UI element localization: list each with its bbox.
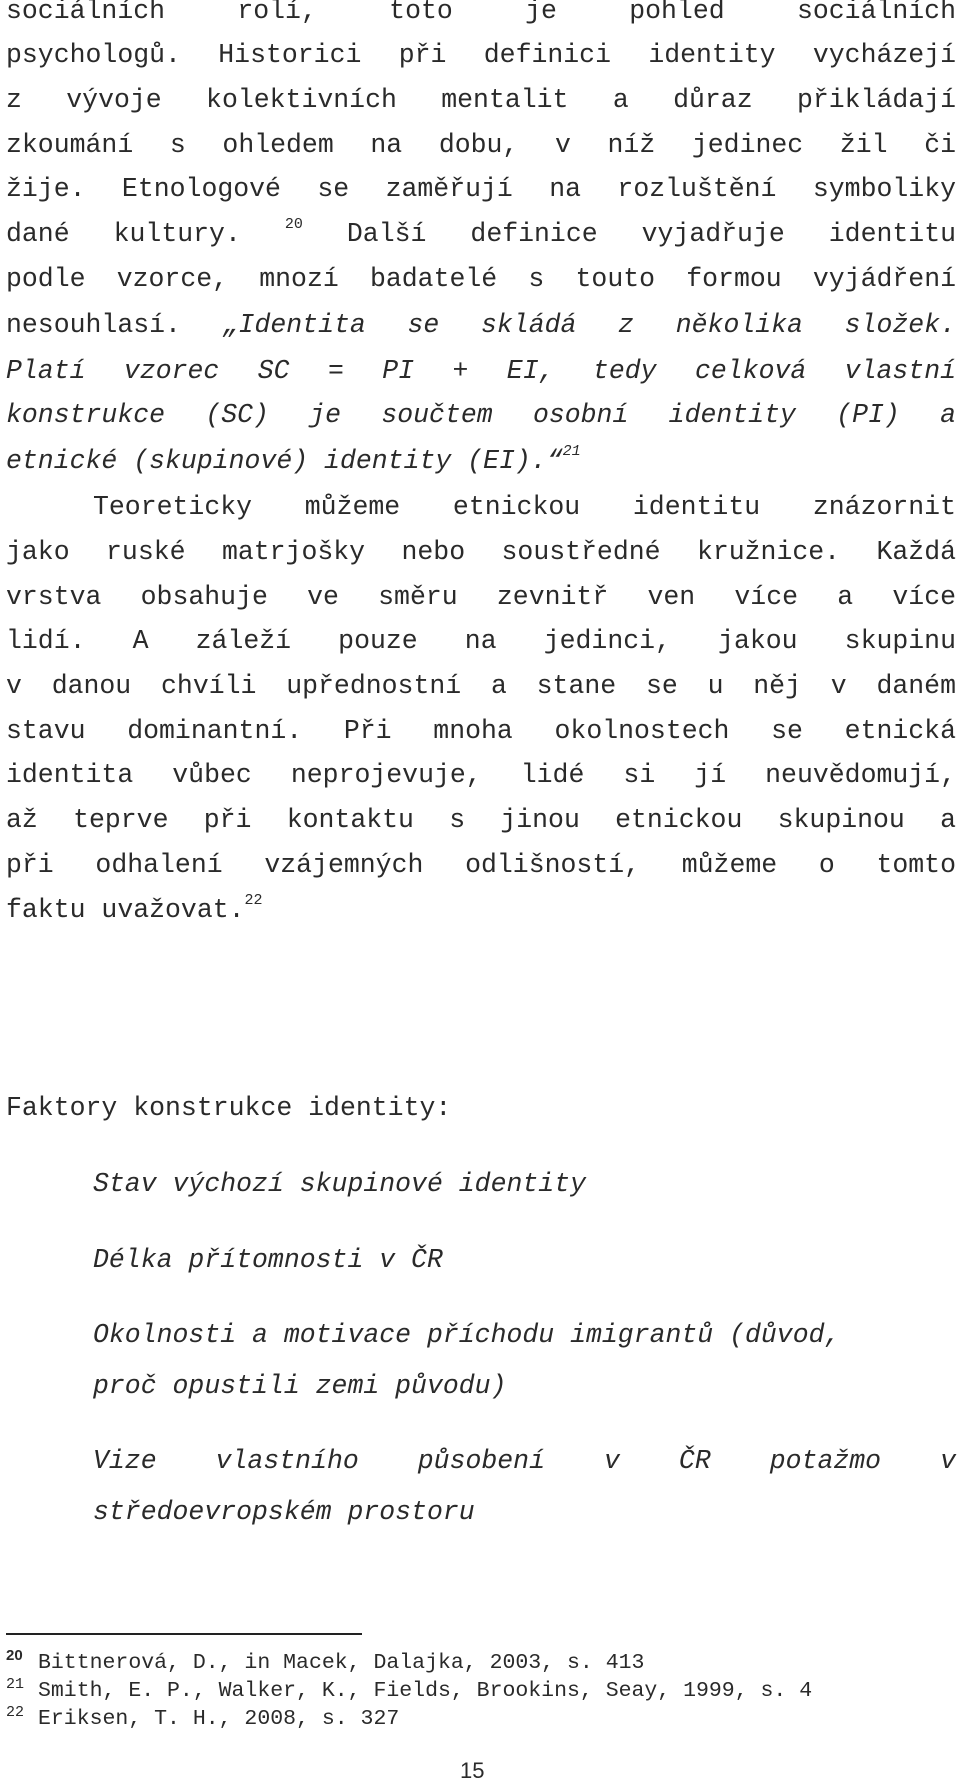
footnote-ref: 22 [244,892,263,909]
body-text: nesouhlasí. [6,310,181,340]
quote-text: etnické (skupinové) identity (EI). [6,446,547,476]
body-line [6,893,956,927]
factor-item: Stav výchozí skupinové identity [93,1169,586,1199]
section-heading: Faktory konstrukce identity: [6,1093,452,1123]
body-line: Teoreticky můžeme etnickou identitu znázornit [93,492,956,522]
factor-item: Délka přítomnosti v ČR [93,1245,443,1275]
body-line: zkoumání s ohledem na dobu, v níž jedinec žil či [6,130,956,160]
factor-item: Vize vlastního působení v ČR potažmo v [93,1446,956,1476]
footnote-text: Bittnerová, D., in Macek, Dalajka, 2003, s. 413 [38,1651,645,1675]
body-line: při odhalení vzájemných odlišností, můžeme o tomto [6,850,956,880]
body-line: podle vzorce, mnozí badatelé s touto formou vyjádření [6,264,956,294]
page-number: 15 [460,1758,485,1783]
footnote-ref: 20 [284,216,303,233]
body-line: lidí. A záleží pouze na jedinci, jakou skupinu [6,626,956,656]
footnote-ref: 21 [562,443,581,460]
body-line: z vývoje kolektivních mentalit a důraz přikládají [6,85,956,115]
footnote: 22 Eriksen, T. H., 2008, s. 327 [6,1704,400,1731]
footnote: 20 Bittnerová, D., in Macek, Dalajka, 2003, s. 413 [6,1647,645,1675]
footnote: 21 Smith, E. P., Walker, K., Fields, Brookins, Seay, 1999, s. 4 [6,1676,813,1703]
body-line: stavu dominantní. Při mnoha okolnostech se etnická [6,716,956,746]
body-text: dané kultury. [6,219,241,249]
body-line: jako ruské matrjošky nebo soustředné kružnice. Každá [6,537,956,567]
quote-line: konstrukce (SC) je součtem osobní identity (PI) a [6,400,956,430]
body-text: faktu uvažovat. [6,895,245,925]
factor-item: Okolnosti a motivace příchodu imigrantů (důvod, [93,1320,841,1350]
body-line: až teprve při kontaktu s jinou etnickou skupinou a [6,805,956,835]
body-line: v danou chvíli upřednostní a stane se u něj v daném [6,671,956,701]
quote-text: „Identita se skládá z několika složek. [222,310,956,340]
body-line: sociálních rolí, toto je pohled sociálních [6,0,956,26]
footnote-separator [6,1633,362,1635]
body-line: vrstva obsahuje ve směru zevnitř ven více a více [6,582,956,612]
quote-line [6,444,956,478]
footnote-text: Eriksen, T. H., 2008, s. 327 [38,1707,400,1731]
body-text: Další definice vyjadřuje identitu [346,219,956,249]
body-line: žije. Etnologové se zaměřují na rozluštění symboliky [6,174,956,204]
body-line: psychologů. Historici při definici identity vycházejí [6,40,956,70]
footnote-text: Smith, E. P., Walker, K., Fields, Brookins, Seay, 1999, s. 4 [38,1679,813,1703]
quote-line: Platí vzorec SC = PI + EI, tedy celková vlastní [6,356,956,386]
body-line: identita vůbec neprojevuje, lidé si jí neuvědomují, [6,760,956,790]
factor-item: proč opustili zemi původu) [93,1371,507,1401]
factor-item: středoevropském prostoru [93,1497,475,1527]
body-line [6,217,956,251]
quote-mark: “ [546,446,563,476]
body-line [6,308,956,342]
